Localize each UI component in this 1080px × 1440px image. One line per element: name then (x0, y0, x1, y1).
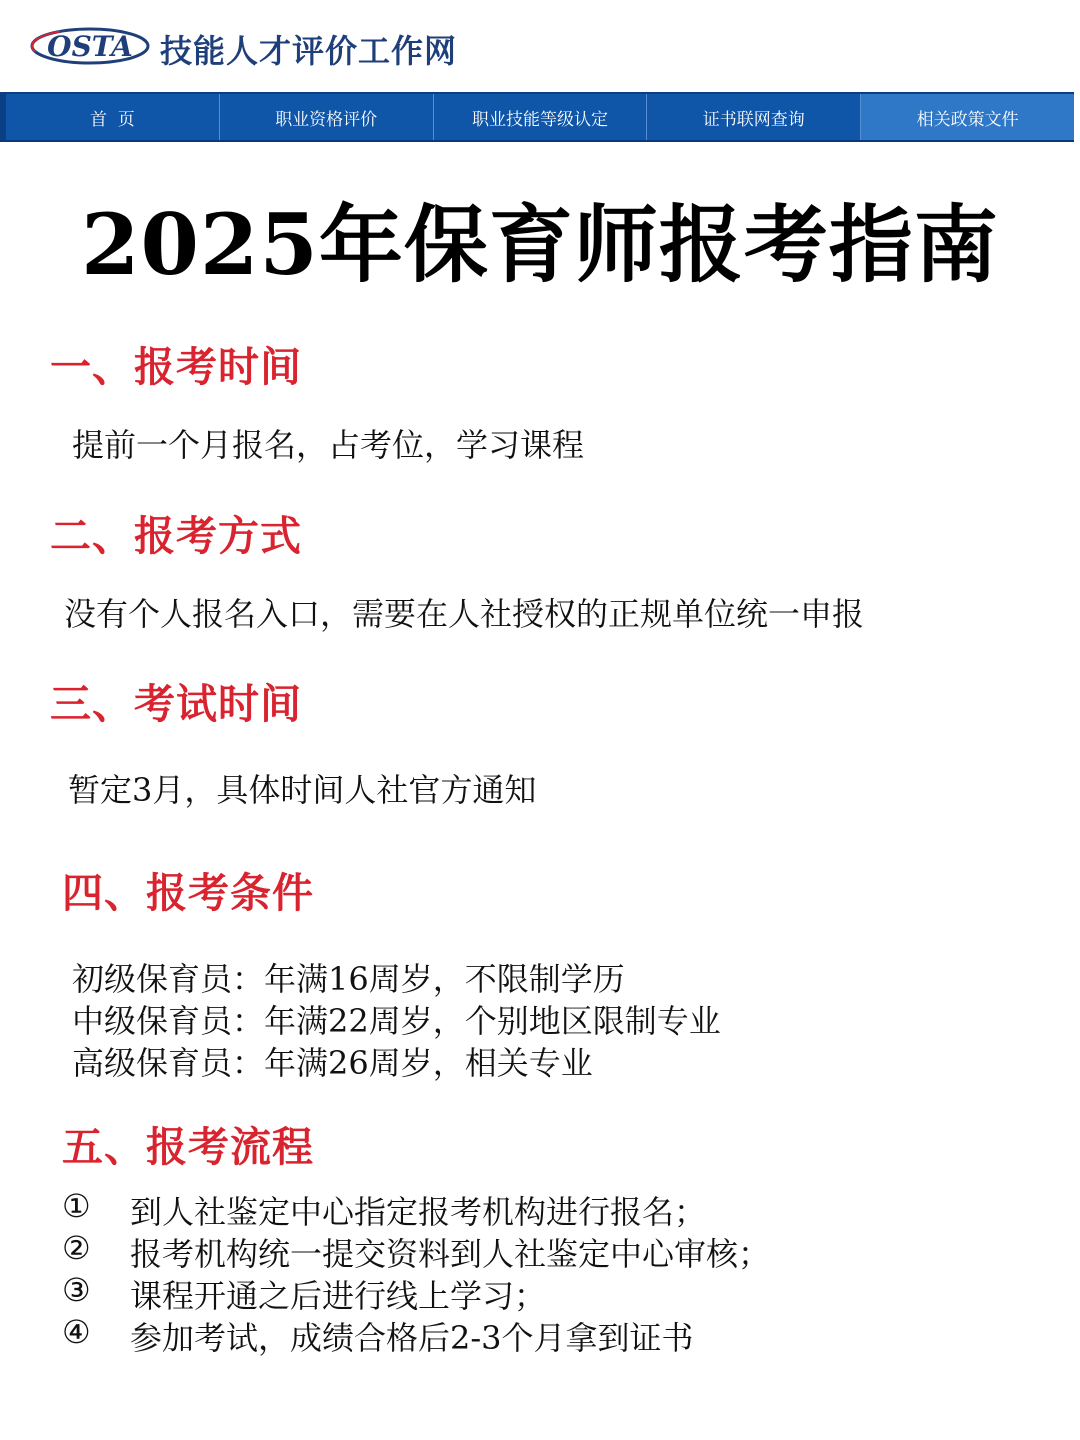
section-heading-process: 五、报考流程 (62, 1123, 314, 1171)
nav-item-skill-level[interactable]: 职业技能等级认定 (433, 94, 647, 140)
step-number: ① (62, 1187, 91, 1225)
logo-text: OSTA (47, 30, 133, 63)
osta-logo-icon[interactable] (28, 20, 150, 72)
page-title: 2025年保育师报考指南 (81, 195, 999, 294)
section-text: 没有个人报名入口，需要在人社授权的正规单位统一申报 (64, 595, 865, 633)
main-nav (0, 92, 1074, 142)
process-step (62, 1271, 546, 1317)
section-text: 暂定3月，具体时间人社官方通知 (68, 771, 537, 809)
nav-item-certificate-query[interactable]: 证书联网查询 (646, 94, 860, 140)
requirement-line: 高级保育员：年满26周岁，相关专业 (72, 1044, 593, 1082)
step-number: ② (62, 1229, 91, 1267)
section-heading-requirements: 四、报考条件 (62, 869, 314, 917)
requirement-line: 初级保育员：年满16周岁，不限制学历 (72, 960, 625, 998)
nav-item-policy-files[interactable]: 相关政策文件 (860, 94, 1074, 140)
requirement-line: 中级保育员：年满22周岁，个别地区限制专业 (72, 1002, 721, 1040)
nav-item-qualification[interactable]: 职业资格评价 (219, 94, 433, 140)
step-text: 课程开通之后进行线上学习； (130, 1277, 547, 1315)
process-step (62, 1187, 706, 1233)
site-title: 技能人才评价工作网 (160, 32, 458, 70)
step-number: ③ (62, 1271, 91, 1309)
nav-item-home[interactable]: 首 页 (0, 94, 219, 140)
step-text: 参加考试，成绩合格后2-3个月拿到证书 (130, 1319, 694, 1357)
process-step (62, 1229, 770, 1275)
step-number: ④ (62, 1313, 91, 1351)
section-text: 提前一个月报名，占考位，学习课程 (72, 426, 585, 464)
section-heading-exam-time: 三、考试时间 (50, 680, 302, 728)
section-heading-registration-method: 二、报考方式 (50, 512, 302, 560)
step-text: 到人社鉴定中心指定报考机构进行报名； (130, 1193, 707, 1231)
step-text: 报考机构统一提交资料到人社鉴定中心审核； (130, 1235, 771, 1273)
process-step (62, 1313, 694, 1359)
site-header (0, 0, 1080, 92)
section-heading-exam-registration-time: 一、报考时间 (50, 343, 302, 391)
